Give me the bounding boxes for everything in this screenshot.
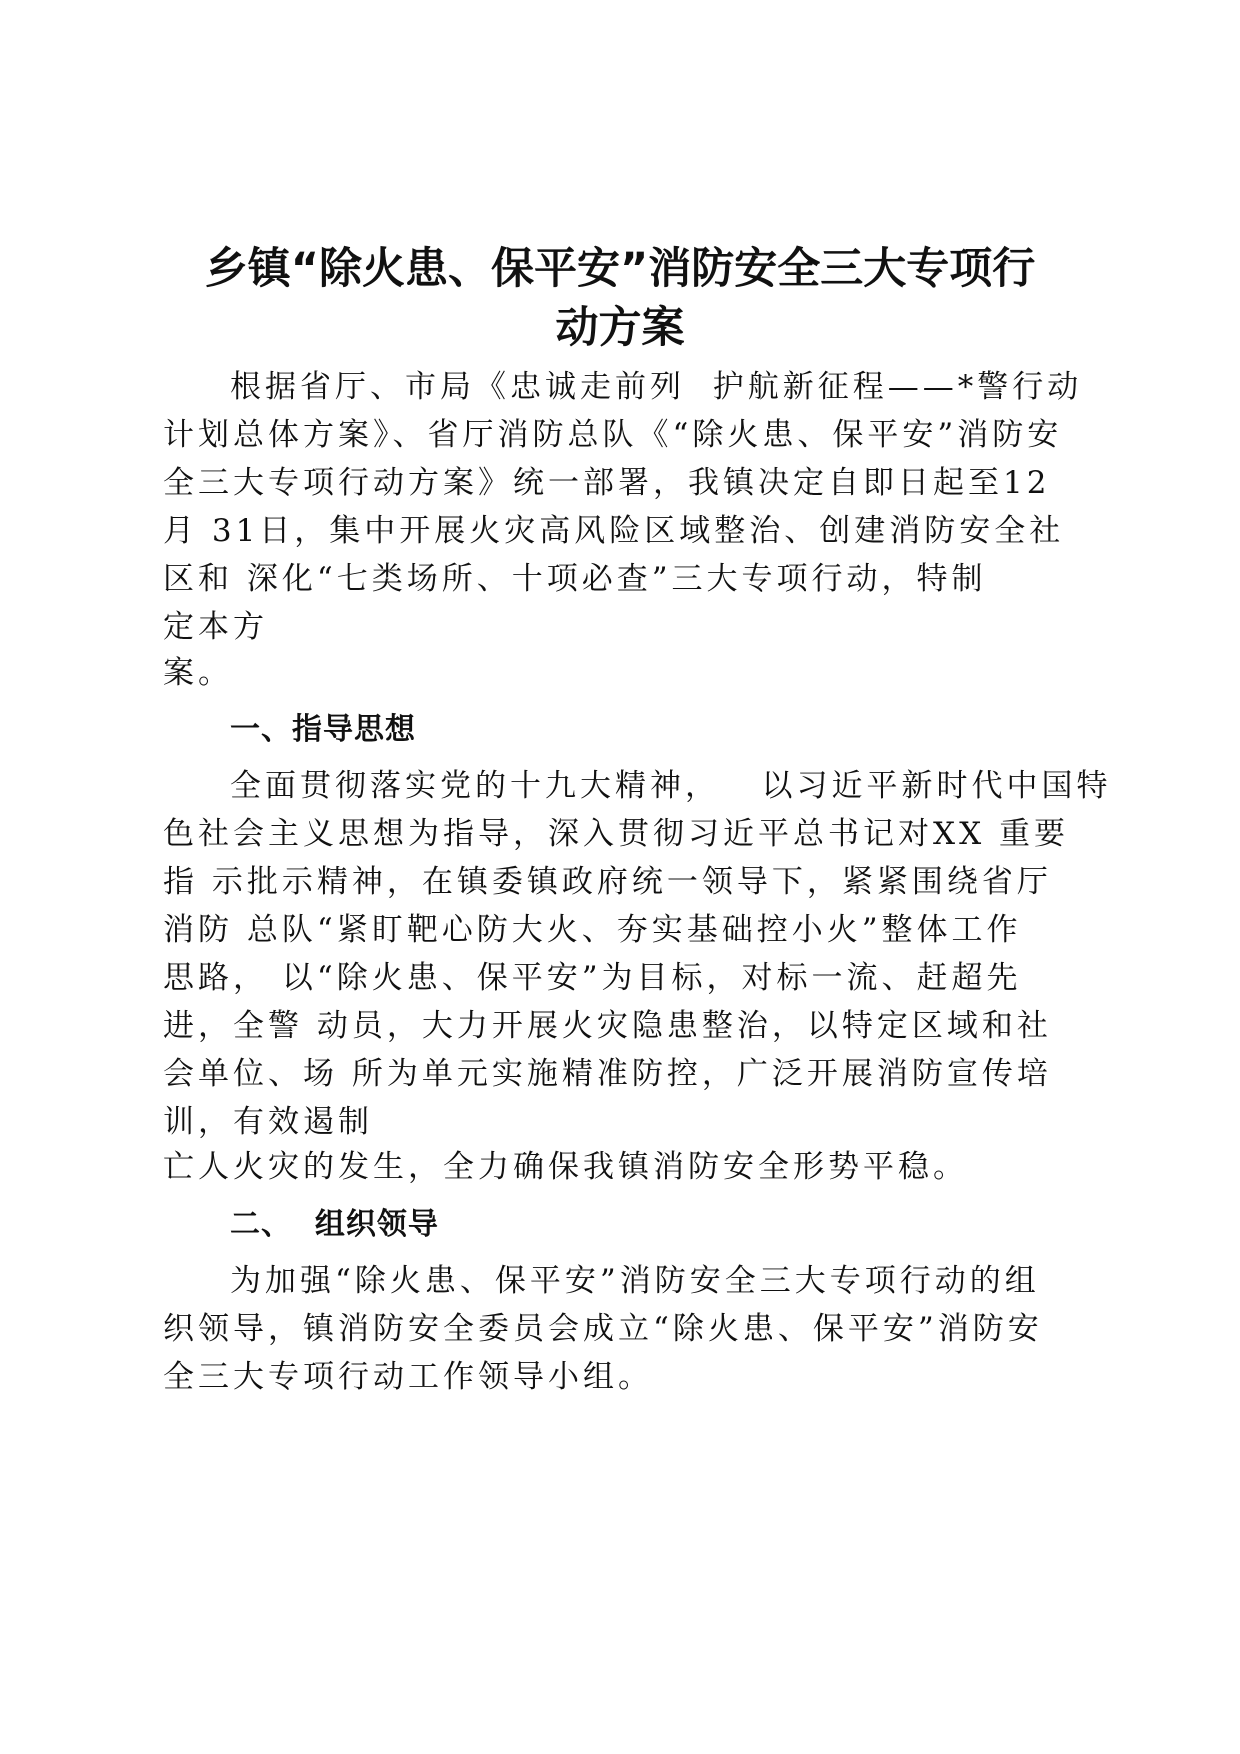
section1-line-5: 思路， 以“除火患、保平安”为目标，对标一流、赶超先 [163, 960, 1022, 996]
section1-line-3: 指 示批示精神，在镇委镇政府统一领导下，紧紧围绕省厅 [163, 864, 1052, 900]
intro-line-7: 案。 [163, 655, 233, 691]
section1-line-4: 消防 总队“紧盯靶心防大火、夯实基础控小火”整体工作 [163, 912, 1022, 948]
intro-line-6: 定本方 [163, 609, 268, 645]
section2-line-3: 全三大专项行动工作领导小组。 [163, 1359, 653, 1395]
section-heading-guiding-ideology: 一、指导思想 [230, 712, 416, 747]
section-heading-organization-leadership: 二、 组织领导 [230, 1207, 439, 1242]
intro-line-2: 计划总体方案》、省厅消防总队《“除火患、保平安”消防安 [163, 417, 1063, 453]
section1-line-2: 色社会主义思想为指导，深入贯彻习近平总书记对XX 重要 [163, 816, 1069, 852]
document-title-line-1: 乡镇“除火患、保平安”消防安全三大专项行 [204, 244, 1036, 294]
document-title-line-2: 动方案 [555, 303, 685, 353]
intro-line-4: 月 31日，集中开展火灾高风险区域整治、创建消防安全社 [163, 513, 1065, 549]
section1-line-9: 亡人火灾的发生，全力确保我镇消防安全形势平稳。 [163, 1149, 968, 1185]
intro-line-1: 根据省厅、市局《忠诚走前列 护航新征程——*警行动 [230, 369, 1083, 405]
intro-line-5: 区和 深化“七类场所、十项必查”三大专项行动，特制 [163, 561, 987, 597]
section1-line-8: 训，有效遏制 [163, 1104, 373, 1140]
intro-line-3: 全三大专项行动方案》统一部署，我镇决定自即日起至12 [163, 465, 1051, 501]
section1-line-7: 会单位、场 所为单元实施精准防控，广泛开展消防宣传培 [163, 1056, 1052, 1092]
section2-line-2: 织领导，镇消防安全委员会成立“除火患、保平安”消防安 [163, 1311, 1043, 1347]
section1-line-1: 全面贯彻落实党的十九大精神， 以习近平新时代中国特 [230, 768, 1112, 804]
section1-line-6: 进，全警 动员，大力开展火灾隐患整治，以特定区域和社 [163, 1008, 1052, 1044]
section2-line-1: 为加强“除火患、保平安”消防安全三大专项行动的组 [230, 1263, 1040, 1299]
